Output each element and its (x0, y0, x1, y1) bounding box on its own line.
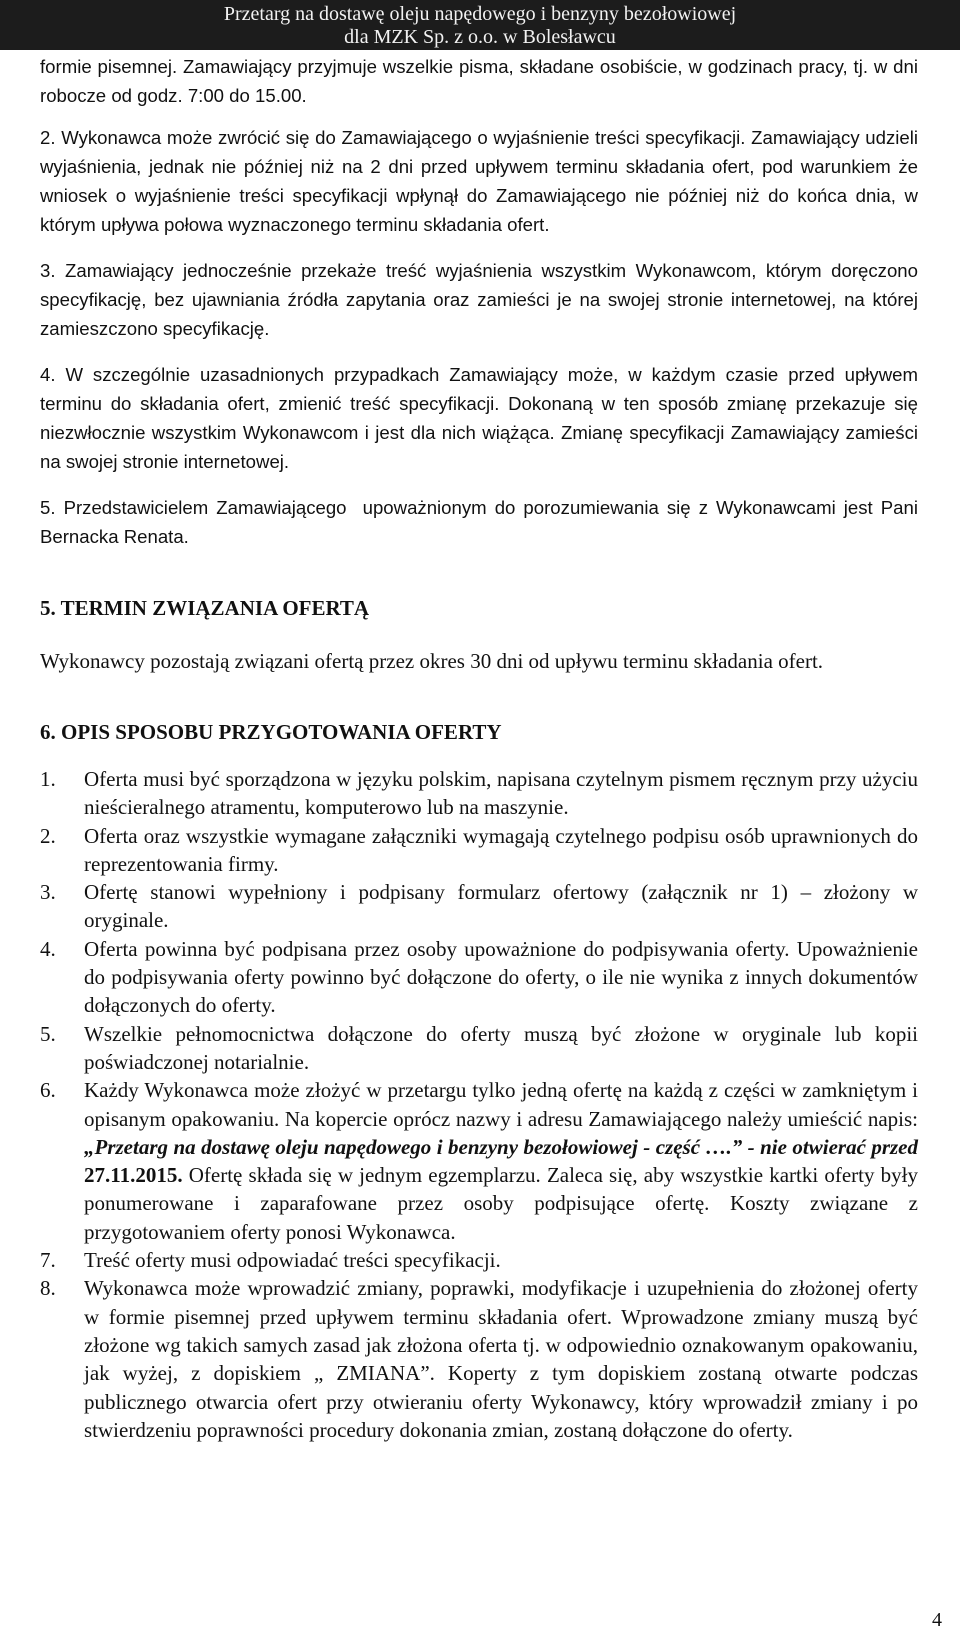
list-item-number: 6. (40, 1078, 56, 1103)
point-3-number: 3. (40, 260, 56, 281)
point-4-number: 4. (40, 364, 56, 385)
list-item-text: Ofertę stanowi wypełniony i podpisany formularz ofertowy (załącznik nr 1) – złożony w oryginale. (84, 880, 918, 933)
point-2 (40, 123, 918, 239)
point-4 (40, 360, 918, 476)
list-item-text-d: Ofertę składa się w jednym egzemplarzu. Zaleca się, aby wszystkie kartki oferty były ponumerowane i zaparafowane przez osoby podpisujące ofertę. Koszty związane z przygotowaniem oferty ponosi Wykonawca. (84, 1163, 918, 1244)
point-2-text: Wykonawca może zwrócić się do Zamawiającego o wyjaśnienie treści specyfikacji. Zamawiający udzieli wyjaśnienia, jednak nie później niż na 2 dni przed upływem terminu składania ofert, pod warunkiem że wniosek o wyjaśnienie treści specyfikacji wpłynął do Zamawiającego nie później niż do końca dnia, w którym upływa połowa wyznaczonego terminu składania ofert. (40, 127, 918, 235)
point-5-text: Przedstawicielem Zamawiającego upoważnionym do porozumiewania się z Wykonawcami jest Pani Bernacka Renata. (40, 497, 924, 547)
header-title-line1: Przetarg na dostawę oleju napędowego i benzyny bezołowiowej (223, 3, 737, 25)
intro-paragraph: formie pisemnej. Zamawiający przyjmuje wszelkie pisma, składane osobiście, w godzinach pracy, tj. w dni robocze od godz. 7:00 do 15.00. (40, 56, 918, 106)
list-item-text: Oferta powinna być podpisana przez osoby upoważnione do podpisywania oferty. Upoważnienie do podpisywania oferty powinno być dołączone do oferty, o ile nie wynika z innych dokumentów dołączonych do oferty. (84, 936, 918, 1018)
opening-date: 27.11.2015. (84, 1163, 183, 1188)
list-item (40, 1246, 918, 1274)
list-item-number: 2. (40, 823, 56, 848)
document-header (0, 0, 960, 50)
point-5-number: 5. (40, 497, 56, 518)
list-item-text: Wykonawca może wprowadzić zmiany, poprawki, modyfikacje i uzupełnienia do złożonej oferty w formie pisemnej przed upływem terminu składania ofert. Wprowadzone zmiany muszą być złożone wg takich samych zasad jak złożona oferta tj. w odpowiednio oznakowanym opakowaniu, jak wyżej, z dopiskiem „ ZMIANA”. Koperty z tym dopiskiem zostaną otwarte podczas publicznego otwarcia ofert przy otwieraniu oferty Wykonawcy, który wprowadził zmiany i po stwierdzeniu poprawności procedury dokonania zmian, zostaną dołączone do oferty. (84, 1276, 918, 1442)
document-body (40, 49, 924, 1444)
list-item-text: Oferta musi być sporządzona w języku polskim, napisana czytelnym pismem ręcznym przy użyciu nieścieralnego atramentu, komputerowo lub na maszynie. (84, 767, 918, 820)
list-item-number: 1. (40, 767, 56, 791)
section-6-heading: 6. OPIS SPOSOBU PRZYGOTOWANIA OFERTY (40, 720, 502, 744)
list-item (40, 878, 918, 935)
list-item-number: 7. (40, 1248, 56, 1273)
header-title-line2: dla MZK Sp. z o.o. w Bolesławcu (344, 26, 616, 48)
list-item (40, 1274, 918, 1444)
section-6-list (40, 765, 918, 1444)
page-number: 4 (932, 1609, 942, 1631)
list-item (40, 935, 918, 1020)
list-item (40, 1076, 918, 1246)
list-item-text: Wszelkie pełnomocnictwa dołączone do oferty muszą być złożone w oryginale lub kopii poświadczonej notarialnie. (84, 1021, 918, 1074)
list-item-number: 3. (40, 880, 56, 905)
list-item-number: 4. (40, 936, 56, 961)
list-item-text: Treść oferty musi odpowiadać treści specyfikacji. (84, 1248, 501, 1273)
envelope-label-text: „Przetarg na dostawę oleju napędowego i benzyny bezołowiowej - część ….” - nie otwierać przed (84, 1134, 918, 1159)
point-3-text: Zamawiający jednocześnie przekaże treść wyjaśnienia wszystkim Wykonawcom, którym doręczono specyfikację, bez ujawniania źródła zapytania oraz zamieści je na swojej stronie internetowej, na której zamieszczono specyfikację. (40, 260, 918, 339)
section-5-text: Wykonawcy pozostają związani ofertą przez okres 30 dni od upływu terminu składania ofert. (40, 649, 824, 673)
point-5 (40, 493, 924, 551)
list-item-text-a: Każdy Wykonawca może złożyć w przetargu tylko jedną ofertę na każdą z części w zamkniętym i opisanym opakowaniu. Na kopercie oprócz nazwy i adresu Zamawiającego należy umieścić napis: (84, 1078, 918, 1131)
section-5-heading: 5. TERMIN ZWIĄZANIA OFERTĄ (40, 596, 370, 620)
list-item-number: 5. (40, 1021, 56, 1046)
point-4-text: W szczególnie uzasadnionych przypadkach Zamawiający może, w każdym czasie przed upływem terminu do składania ofert, zmienić treść specyfikacji. Dokonaną w ten sposób zmianę przekazuje się niezwłocznie wszystkim Wykonawcom i jest dla nich wiążąca. Zmianę specyfikacji Zamawiający zamieści na swojej stronie internetowej. (40, 364, 918, 472)
list-item-number: 8. (40, 1276, 56, 1301)
point-2-number: 2. (40, 127, 56, 148)
list-item (40, 1020, 918, 1077)
point-3 (40, 256, 918, 343)
list-item (40, 822, 918, 879)
list-item (40, 765, 918, 822)
list-item-text: Oferta oraz wszystkie wymagane załączniki wymagają czytelnego podpisu osób uprawnionych do reprezentowania firmy. (84, 823, 918, 876)
